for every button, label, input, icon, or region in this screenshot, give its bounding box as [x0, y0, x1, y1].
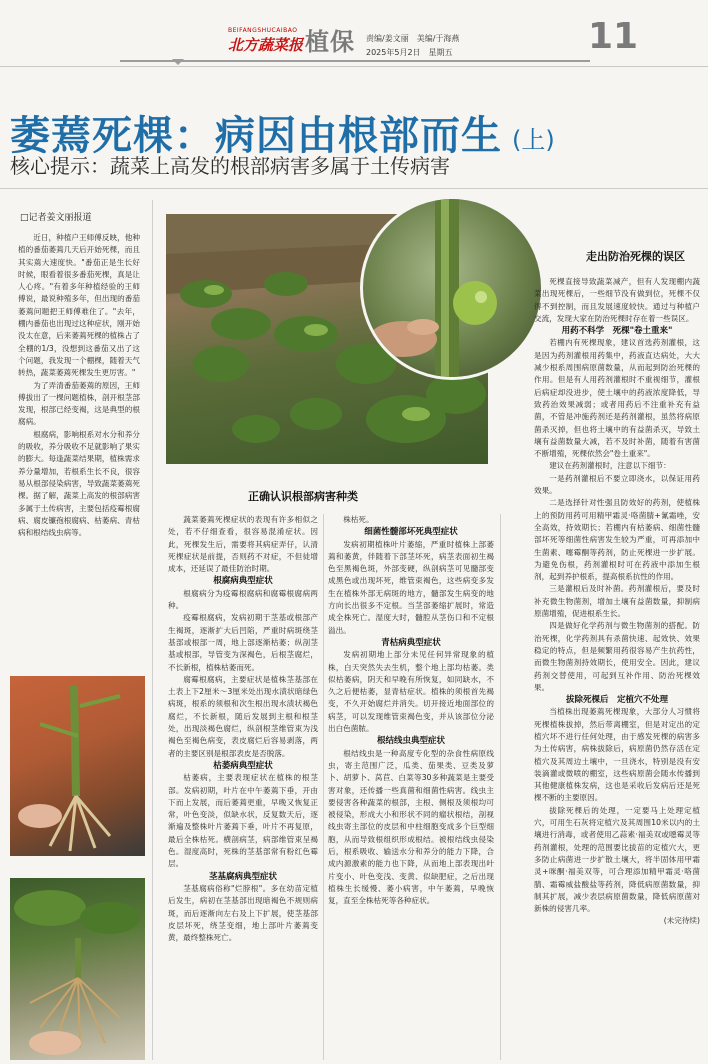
subheading: 拔除死棵后 定植穴不处理: [565, 695, 668, 706]
subheading: 根结线虫典型症状: [376, 736, 445, 747]
section-title-avoid-mistakes: 走出防治死棵的误区: [586, 250, 685, 263]
editors-credit: 责编/姜文丽 美编/于海燕: [366, 34, 460, 43]
subheading: 细菌性髓部坏死典型症状: [364, 527, 458, 538]
root-system-illustration: [10, 878, 145, 1060]
paragraph: 二是选择针对性强且防效好的药剂，使植株上的预防用药可用精甲霜灵·咯菌腈+氰霜唑，安全高效，持效期长；若棚内有枯萎病、细菌性髓部坏死等细菌性病害发生较为严重，可再添加中生菌素、噻霉酮等药剂，防止死棵进一步扩展。为避免伤根，药剂灌根时可在药液中添加生根剂，起到养护根系，提高根系抗性的作用。: [534, 498, 700, 582]
article-subhead: 核心提示：蔬菜上高发的根部病害多属于土传病害: [10, 154, 450, 178]
paragraph: 死棵直接导致蔬菜减产，但有人发现棚内蔬菜出现死棵后，一些细节没有做到位，死棵不仅得不到控制，而且发展速度较快。通过与种植户交流，发现大家在防治死棵时存在着一些误区。: [534, 277, 700, 323]
paragraph: 根腐病分为疫霉根腐病和腐霉根腐病两种。: [168, 588, 318, 611]
header-rule-marker: [172, 59, 184, 65]
to-be-continued: (未完待续): [663, 916, 700, 926]
root-rot-illustration: [10, 676, 145, 856]
page-number: 11: [588, 16, 639, 57]
root-rot-plant-photo: [10, 676, 145, 856]
paragraph: 枯萎病，主要表现症状在植株的根茎部。发病初期，叶片在中午萎蔫下垂，开由下而上发展，而后萎蔫更重，早晚又恢复正常，叶色变淡，似缺水状，反复数天后，逐渐遍及整株叶片萎蔫下垂，叶片不再复原，最后全株枯死。横剖病茎，病部维管束呈褐色。湿度高时，死株的茎基部常有粉红色霉层。: [168, 773, 318, 869]
stem-closeup-illustration: [363, 199, 541, 377]
paragraph: 发病初期地上部分未见任何异常现象的植株，白天突然失去生机，整个地上部均枯萎。类似枯萎病，阴天和早晚有所恢复，如同缺水，不久之后便枯萎，显青枯症状。植株的须根首先褐变，不久开始腐烂并消失。切开接近地面部位的病茎，可以发现维管束褐色变，并从该部位分泌出白色菌脓。: [328, 650, 494, 734]
paragraph: 发病初期植株叶片萎缩，严重时植株上部萎蔫和萎黄，伴随着下部茎坏死，病茎表面初生褐色至黑褐色斑，外部变硬，纵剖病茎可见髓部变成黑色或出现坏死，维管束褐色，这些病变多发生在植株外部无病斑的地方，髓部发生病变的地方向长出很多不定根。当茎部萎缩扩展时，常造成全株死亡。湿度大时，髓腔从茎伤口和不定根溢出。: [328, 539, 494, 635]
paragraph: 株枯死。: [343, 515, 374, 524]
paragraph: 腐霉根腐病，主要症状是植株茎基部在土表上下2厘米～3厘米处出现水渍状暗绿色病斑，根系的须根和次生根出现水渍状褐色腐烂，不长新根，随后发展到主根和根茎处，出现淡褐色腐烂，纵剖根茎维管束为浅褐色至褐色病变，表皮腐烂后容易剥落，两者的主要区别是根部表皮是否脱落。: [168, 674, 318, 758]
article-column-2: [168, 514, 318, 1062]
paragraph: 若棚内有死棵现象，建议首选药剂灌根，这是因为药剂灌根用药集中，药液直达病处，大大减少根系周围病原菌数量，从而起到防治死棵的作用。但是有人用药剂灌根时不重视细节，灌根后病症却没进步，使土壤中的药液浓度降低，导致药治效果减弱；或者用药后不注重补充有益菌，不管是冲施药剂还是药剂灌根，虽然将病原菌杀灭掉，但也将土壤中的有益菌杀灭，导致土壤有益菌数量大减，若不及时补菌，随着有害菌不断增殖，死棵依然会"卷土重来"。: [534, 338, 700, 459]
stem-closeup-photo: [360, 196, 544, 380]
subheading: 用药不科学 死棵"卷土重来": [561, 326, 673, 337]
paragraph: 茎基腐病俗称"烂脖根"。多在幼苗定植后发生，病初在茎基部出现暗褐色不规则病斑，而后逐渐向左右及上下扩展，使茎基部皮层坏死，绕茎变细，地上部叶片萎蔫变黄，最终整株死亡。: [168, 883, 318, 943]
article-column-4: [534, 276, 700, 1062]
byline: □记者姜文丽报道: [20, 213, 92, 223]
paragraph: 疫霉根腐病，发病初期于茎基或根部产生褐斑，逐渐扩大后凹陷，严重时病斑绕茎基部或根部一周，地上部逐渐枯萎；纵剖茎基或根部，导管变为深褐色，后根茎腐烂，不长新根，植株枯萎而死。: [168, 613, 318, 672]
headline-part-tag: (上): [512, 126, 555, 154]
newspaper-logo: 北方蔬菜报: [228, 36, 304, 54]
paragraph: 根结线虫是一种高度专化型的杂食性病原线虫，寄主范围广泛，瓜类、茄果类、豆类及萝卜、胡萝卜、莴苣、白菜等30多种蔬菜是主要受害对象，还传播一些真菌和细菌性病害。线虫主要侵害各种蔬菜的根部，主根、侧根及须根均可被侵染，形成大小和形状不同的瘤状根结，剖视线虫寄主部位的皮层和中柱细胞变成多个巨型细胞，从而导致根组织形成根结。被根结线虫侵染后，根系吸收、输送水分和养分的能力下降，合成内源激素的能力也下降，从而地上部表现出叶片变小、叶色变浅、变黄、似缺肥症，之后出现植株生长缓慢、萎小病害，中午萎蔫，早晚恢复，直至全株枯死等各种症状。: [328, 748, 494, 906]
header-rule: [120, 60, 590, 62]
paragraph: 四是做好化学药剂与微生物菌剂的搭配。防治死棵，化学药剂具有杀菌快速、起效快、效果稳定的特点，但是频繁用药很容易产生抗药性，而微生物菌剂持效期长，使用安全。因此，建议药剂交替使用，可起到互补作用、防治死棵效果。: [534, 621, 700, 692]
publication-date: 2025年5月2日 星期五: [366, 48, 453, 57]
article-column-3: [328, 514, 494, 1062]
paragraph: 近日，种植户王师傅反映，他种植的番茄萎蔫几天后开始死棵，而且其实蔫大速度快。"番茄正是生长好时候，眼看着很多番茄死棵，真是让人心疼。"有着多年种植经验的王师傅说，最说种殖多年，但出现的番茄萎蔫问题把王师傅难住了。"去年，棚内番茄也出现过这种症状，刚开始没太在意，后来萎蔫死棵的植株占了全棚的1/3，没想到这番茄又出了这个问题，我发现一个棚棵，随着天气转热，蔬菜萎蔫死棵发生更厉害。": [18, 233, 140, 378]
paragraph: 根腐病，影响根系对水分和养分的吸收，养分吸收不足就影响了果实的膨大。每逢蔬菜结果期，植株需求养分量增加，若根系生长不良，很容易从根部侵染病害，导致蔬菜萎蔫死棵。据了解，蔬菜上高发的根部病害多属于土传病害，主要包括疫霉根腐病、腐皮镰孢根腐病、枯萎病、青枯病和根结线虫病等。: [18, 429, 140, 538]
paragraph: 为了弄清番茄萎蔫的原因，王师傅拔出了一棵问题植株，剖开根茎部发现，根部已经变褐，这是典型的根腐病。: [18, 380, 140, 427]
paragraph: 拔除死棵后的处理，一定要马上处理定植穴，可用生石灰将定植穴及其周围10米以内的土壤进行消毒，或者使用乙蒜素·福美双或噁霉灵等药剂灌根，处理的范围要比拔苗的定植穴大，更多防止病菌进一步扩散土壤大，将半固体用甲霜灵+咪酮·福美双等，可合理添加精甲霜灵·咯菌腈、霜霉威盐酸盐等药剂，降低病原菌数量，抑制其扩展，减少表层病原菌数量，降低病原菌对新株的侵害几率。: [534, 805, 700, 914]
subheading: 茎基腐病典型症状: [208, 871, 277, 882]
newspaper-logo-pinyin: BEIFANGSHUCAIBAO: [228, 27, 298, 34]
root-system-photo: [10, 878, 145, 1060]
article-headline: 萎蔫死棵：病因由根部而生: [10, 113, 502, 159]
section-title-correct-understanding: 正确认识根部病害种类: [248, 490, 358, 503]
headline-divider: [0, 188, 708, 189]
article-column-1: [18, 232, 140, 652]
section-name: 植保: [305, 28, 355, 56]
paragraph: 当植株出现萎蔫死棵现象，大部分人习惯将死棵植株拔掉，然后带离棚室，但是对定出的定植穴坏不进行任何处理，由于感发死棵的病害多为土传病害，病株拔除后，病原菌仍然存活在定植穴及其周边土壤中，一旦浇水，特别是没有安装滴灌或微喷的棚室，这些病原菌会随水传播到其他健康植株发病，这也是采收后发病后还是死棵不断的主要原因。: [534, 707, 700, 803]
paragraph: 蔬菜萎蔫死棵症状的表现有许多相似之处，若不仔细查看，很容易混淆症状。因此，死棵发生后，需要将其病症弄仔，认清死棵症状是前提，否则药不对症，不但徒增成本，还延误了最佳防治时期。: [168, 515, 318, 574]
column-divider: [500, 514, 501, 1060]
paragraph: 三是灌根后及时补菌。药剂灌根后，要及时补充微生物菌剂，增加土壤有益菌数量，抑制病原菌增殖，促进根系生长。: [534, 584, 700, 619]
column-divider: [152, 200, 153, 1060]
paragraph: 建议在药剂灌根时，注意以下细节：: [549, 461, 671, 471]
column-divider: [323, 514, 324, 1060]
subheading: 枯萎病典型症状: [213, 760, 273, 771]
subheading: 青枯病典型症状: [381, 637, 441, 648]
paragraph: 一是药剂灌根后不要立即浇水，以保证用药效果。: [534, 473, 700, 496]
masthead: [0, 0, 708, 70]
subheading: 根腐病典型症状: [213, 576, 273, 587]
header-divider: [0, 66, 708, 67]
